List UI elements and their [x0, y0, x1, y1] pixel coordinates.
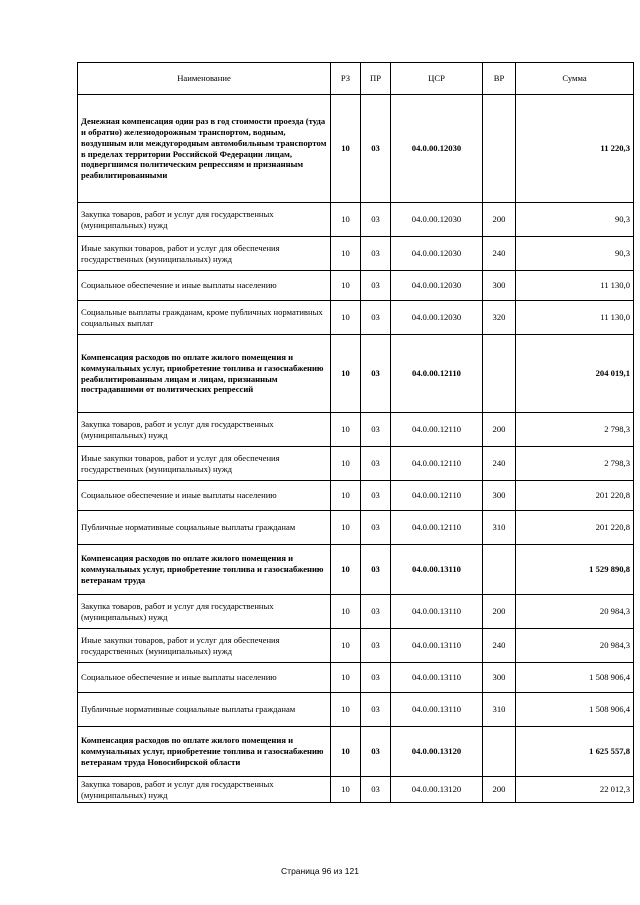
- budget-table: [77, 62, 634, 803]
- cell-pr: 03: [361, 595, 391, 629]
- cell-pr: 03: [361, 447, 391, 481]
- header-sum: Сумма: [516, 63, 634, 95]
- cell-vr: 200: [483, 413, 516, 447]
- cell-vr: [483, 727, 516, 777]
- cell-rz: 10: [331, 237, 361, 271]
- header-name: Наименование: [78, 63, 331, 95]
- cell-rz: 10: [331, 203, 361, 237]
- cell-sum: 11 220,3: [516, 95, 634, 203]
- cell-sum: 1 529 890,8: [516, 545, 634, 595]
- cell-sum: 20 984,3: [516, 629, 634, 663]
- cell-name: Компенсация расходов по оплате жилого помещения и коммунальных услуг, приобретение топлива и газоснабжению ветеранам труда Новосибирской области: [78, 727, 331, 777]
- cell-pr: 03: [361, 545, 391, 595]
- cell-name: Денежная компенсация один раз в год стоимости проезда (туда и обратно) железнодорожным транспортом, водным, воздушным или междугородным автомобильным транспортом в пределах территории Российской Федерации лицам, подвергшимся политическим репрессиям и признанным реабилитированными: [78, 95, 331, 203]
- cell-rz: 10: [331, 663, 361, 693]
- table-row: [78, 271, 634, 301]
- cell-pr: 03: [361, 301, 391, 335]
- cell-rz: 10: [331, 335, 361, 413]
- table-body: [78, 95, 634, 803]
- cell-name: Социальное обеспечение и иные выплаты населению: [78, 663, 331, 693]
- cell-name: Закупка товаров, работ и услуг для государственных (муниципальных) нужд: [78, 777, 331, 803]
- cell-pr: 03: [361, 95, 391, 203]
- cell-csr: 04.0.00.12110: [391, 413, 483, 447]
- cell-name: Социальное обеспечение и иные выплаты населению: [78, 481, 331, 511]
- cell-rz: 10: [331, 413, 361, 447]
- cell-sum: 204 019,1: [516, 335, 634, 413]
- cell-pr: 03: [361, 335, 391, 413]
- cell-csr: 04.0.00.13120: [391, 727, 483, 777]
- cell-vr: 200: [483, 595, 516, 629]
- cell-rz: 10: [331, 301, 361, 335]
- cell-name: Иные закупки товаров, работ и услуг для обеспечения государственных (муниципальных) нужд: [78, 447, 331, 481]
- header-csr: ЦСР: [391, 63, 483, 95]
- table-row: [78, 203, 634, 237]
- cell-sum: 1 508 906,4: [516, 663, 634, 693]
- cell-rz: 10: [331, 511, 361, 545]
- cell-pr: 03: [361, 203, 391, 237]
- table-row: [78, 335, 634, 413]
- cell-vr: 240: [483, 237, 516, 271]
- cell-vr: 320: [483, 301, 516, 335]
- cell-csr: 04.0.00.13110: [391, 595, 483, 629]
- table-row: [78, 663, 634, 693]
- cell-pr: 03: [361, 511, 391, 545]
- cell-csr: 04.0.00.12110: [391, 481, 483, 511]
- cell-rz: 10: [331, 271, 361, 301]
- cell-vr: 240: [483, 447, 516, 481]
- cell-pr: 03: [361, 481, 391, 511]
- cell-pr: 03: [361, 727, 391, 777]
- cell-vr: 240: [483, 629, 516, 663]
- cell-pr: 03: [361, 271, 391, 301]
- table-row: [78, 95, 634, 203]
- cell-rz: 10: [331, 447, 361, 481]
- cell-vr: 200: [483, 203, 516, 237]
- cell-csr: 04.0.00.12030: [391, 237, 483, 271]
- cell-vr: 200: [483, 777, 516, 803]
- cell-csr: 04.0.00.13120: [391, 777, 483, 803]
- header-pr: ПР: [361, 63, 391, 95]
- table-header-row: [78, 63, 634, 95]
- cell-sum: 11 130,0: [516, 271, 634, 301]
- cell-rz: 10: [331, 95, 361, 203]
- cell-sum: 1 508 906,4: [516, 693, 634, 727]
- cell-pr: 03: [361, 629, 391, 663]
- cell-rz: 10: [331, 545, 361, 595]
- table-row: [78, 237, 634, 271]
- cell-rz: 10: [331, 693, 361, 727]
- cell-csr: 04.0.00.12030: [391, 301, 483, 335]
- cell-pr: 03: [361, 693, 391, 727]
- cell-vr: [483, 95, 516, 203]
- page-number: Страница 96 из 121: [281, 866, 359, 876]
- cell-name: Иные закупки товаров, работ и услуг для обеспечения государственных (муниципальных) нужд: [78, 237, 331, 271]
- header-vr: ВР: [483, 63, 516, 95]
- cell-vr: 310: [483, 511, 516, 545]
- cell-csr: 04.0.00.13110: [391, 629, 483, 663]
- cell-csr: 04.0.00.12110: [391, 335, 483, 413]
- cell-sum: 2 798,3: [516, 413, 634, 447]
- cell-sum: 11 130,0: [516, 301, 634, 335]
- cell-csr: 04.0.00.12030: [391, 203, 483, 237]
- cell-vr: [483, 545, 516, 595]
- cell-pr: 03: [361, 663, 391, 693]
- cell-name: Компенсация расходов по оплате жилого помещения и коммунальных услуг, приобретение топлива и газоснабжению реабилитированным лицам и лицам, признанным пострадавшими от политических репрессий: [78, 335, 331, 413]
- cell-csr: 04.0.00.12110: [391, 447, 483, 481]
- cell-sum: 90,3: [516, 203, 634, 237]
- table-row: [78, 727, 634, 777]
- table-row: [78, 413, 634, 447]
- cell-name: Закупка товаров, работ и услуг для государственных (муниципальных) нужд: [78, 595, 331, 629]
- cell-name: Публичные нормативные социальные выплаты гражданам: [78, 511, 331, 545]
- cell-vr: [483, 335, 516, 413]
- cell-csr: 04.0.00.13110: [391, 663, 483, 693]
- cell-name: Компенсация расходов по оплате жилого помещения и коммунальных услуг, приобретение топлива и газоснабжению ветеранам труда: [78, 545, 331, 595]
- cell-rz: 10: [331, 727, 361, 777]
- cell-sum: 201 220,8: [516, 481, 634, 511]
- table-row: [78, 629, 634, 663]
- table-row: [78, 447, 634, 481]
- cell-rz: 10: [331, 595, 361, 629]
- cell-sum: 20 984,3: [516, 595, 634, 629]
- cell-name: Публичные нормативные социальные выплаты гражданам: [78, 693, 331, 727]
- table-row: [78, 545, 634, 595]
- cell-name: Закупка товаров, работ и услуг для государственных (муниципальных) нужд: [78, 203, 331, 237]
- cell-name: Закупка товаров, работ и услуг для государственных (муниципальных) нужд: [78, 413, 331, 447]
- table-row: [78, 693, 634, 727]
- cell-pr: 03: [361, 413, 391, 447]
- table-row: [78, 481, 634, 511]
- cell-sum: 90,3: [516, 237, 634, 271]
- cell-rz: 10: [331, 777, 361, 803]
- cell-csr: 04.0.00.12110: [391, 511, 483, 545]
- cell-csr: 04.0.00.13110: [391, 693, 483, 727]
- cell-sum: 2 798,3: [516, 447, 634, 481]
- cell-pr: 03: [361, 777, 391, 803]
- cell-rz: 10: [331, 629, 361, 663]
- cell-vr: 310: [483, 693, 516, 727]
- cell-sum: 201 220,8: [516, 511, 634, 545]
- cell-csr: 04.0.00.12030: [391, 271, 483, 301]
- table-row: [78, 511, 634, 545]
- cell-sum: 22 012,3: [516, 777, 634, 803]
- cell-rz: 10: [331, 481, 361, 511]
- cell-sum: 1 625 557,8: [516, 727, 634, 777]
- table-row: [78, 301, 634, 335]
- cell-pr: 03: [361, 237, 391, 271]
- cell-name: Иные закупки товаров, работ и услуг для обеспечения государственных (муниципальных) нужд: [78, 629, 331, 663]
- table-row: [78, 595, 634, 629]
- cell-name: Социальные выплаты гражданам, кроме публичных нормативных социальных выплат: [78, 301, 331, 335]
- table-row: [78, 777, 634, 803]
- cell-vr: 300: [483, 663, 516, 693]
- cell-csr: 04.0.00.12030: [391, 95, 483, 203]
- cell-name: Социальное обеспечение и иные выплаты населению: [78, 271, 331, 301]
- header-rz: РЗ: [331, 63, 361, 95]
- cell-csr: 04.0.00.13110: [391, 545, 483, 595]
- cell-vr: 300: [483, 481, 516, 511]
- cell-vr: 300: [483, 271, 516, 301]
